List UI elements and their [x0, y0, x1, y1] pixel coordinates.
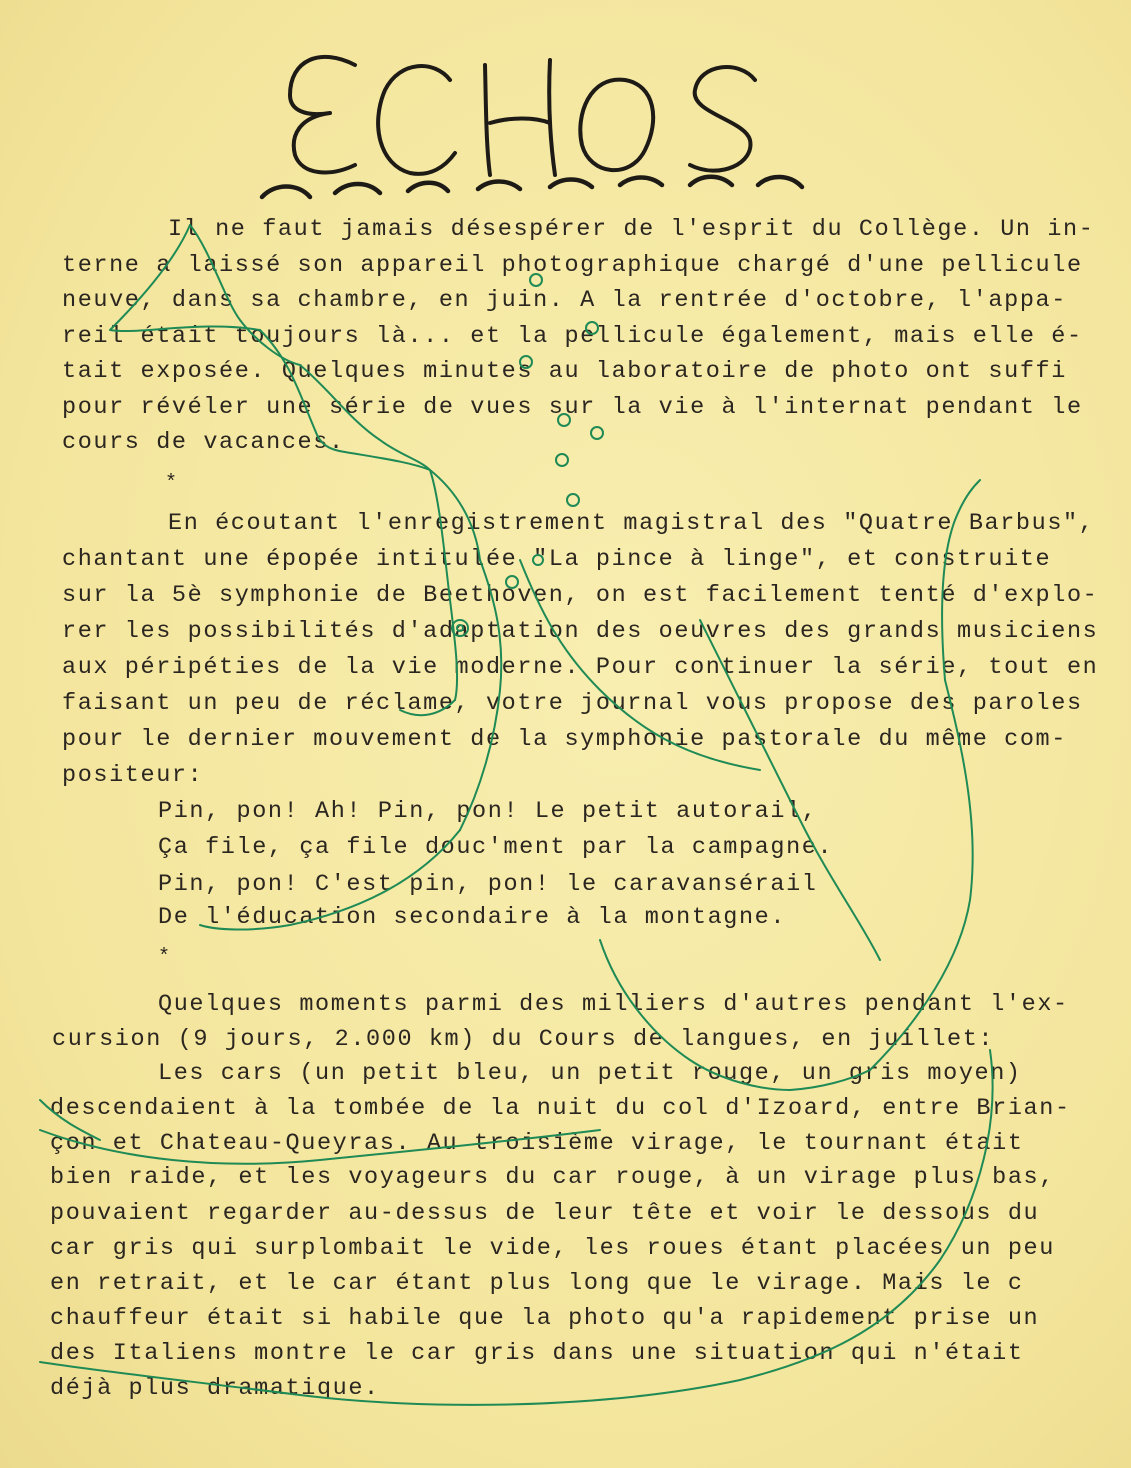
paragraph2-line: chantant une épopée intitulée "La pince à linge", et construite — [62, 546, 1052, 573]
paragraph3-line: bien raide, et les voyageurs du car rouge, à un virage plus bas, — [50, 1164, 1055, 1191]
paragraph1-line: reil était toujours là... et la pellicule également, mais elle é- — [62, 323, 1083, 350]
paragraph3-line: car gris qui surplombait le vide, les roues étant placées un peu — [50, 1235, 1055, 1262]
paragraph3-line: des Italiens montre le car gris dans une situation qui n'était — [50, 1340, 1024, 1367]
paragraph3-line: chauffeur était si habile que la photo qu'a rapidement prise un — [50, 1305, 1040, 1332]
poem-line: Ça file, ça file douc'ment par la campagne. — [158, 834, 834, 861]
paragraph3-line: Quelques moments parmi des milliers d'autres pendant l'ex- — [158, 991, 1069, 1018]
paragraph1-line: terne a laissé son appareil photographique chargé d'une pellicule — [62, 252, 1083, 279]
paragraph1-line: pour révéler une série de vues sur la vie à l'internat pendant le — [62, 394, 1083, 421]
paragraph2-line: En écoutant l'enregistrement magistral des "Quatre Barbus", — [168, 510, 1095, 537]
section-separator: * — [165, 472, 178, 495]
paragraph2-line: rer les possibilités d'adaptation des oeuvres des grands musiciens — [62, 618, 1099, 645]
echos-title-lettering — [250, 35, 810, 205]
paragraph1-line: cours de vacances. — [62, 429, 345, 456]
section-separator: * — [158, 946, 171, 969]
paragraph3-line: déjà plus dramatique. — [50, 1375, 380, 1402]
paragraph1-line: Il ne faut jamais désespérer de l'esprit du Collège. Un in- — [168, 216, 1095, 243]
paragraph1-line: neuve, dans sa chambre, en juin. A la rentrée d'octobre, l'appa- — [62, 287, 1067, 314]
paragraph3-line: descendaient à la tombée de la nuit du col d'Izoard, entre Brian- — [50, 1095, 1071, 1122]
paragraph3-line: cursion (9 jours, 2.000 km) du Cours de langues, en juillet: — [52, 1026, 995, 1053]
paragraph2-line: sur la 5è symphonie de Beethoven, on est facilement tenté d'explo- — [62, 582, 1099, 609]
paragraph2-line: pour le dernier mouvement de la symphonie pastorale du même com- — [62, 726, 1067, 753]
paragraph2-line: positeur: — [62, 762, 204, 789]
paragraph3-line: en retrait, et le car étant plus long que le virage. Mais le c — [50, 1270, 1024, 1297]
paragraph2-line: faisant un peu de réclame, votre journal vous propose des paroles — [62, 690, 1083, 717]
poem-line: De l'éducation secondaire à la montagne. — [158, 904, 787, 931]
paragraph3-line: Les cars (un petit bleu, un petit rouge, un gris moyen) — [158, 1060, 1022, 1087]
paragraph2-line: aux péripéties de la vie moderne. Pour continuer la série, tout en — [62, 654, 1099, 681]
paragraph3-line: pouvaient regarder au-dessus de leur tête et voir le dessous du — [50, 1200, 1040, 1227]
paragraph1-line: tait exposée. Quelques minutes au laboratoire de photo ont suffi — [62, 358, 1067, 385]
poem-line: Pin, pon! Ah! Pin, pon! Le petit autorail, — [158, 798, 818, 825]
paragraph3-line: çon et Chateau-Queyras. Au troisième virage, le tournant était — [50, 1130, 1024, 1157]
poem-line: Pin, pon! C'est pin, pon! le caravansérail — [158, 871, 818, 898]
